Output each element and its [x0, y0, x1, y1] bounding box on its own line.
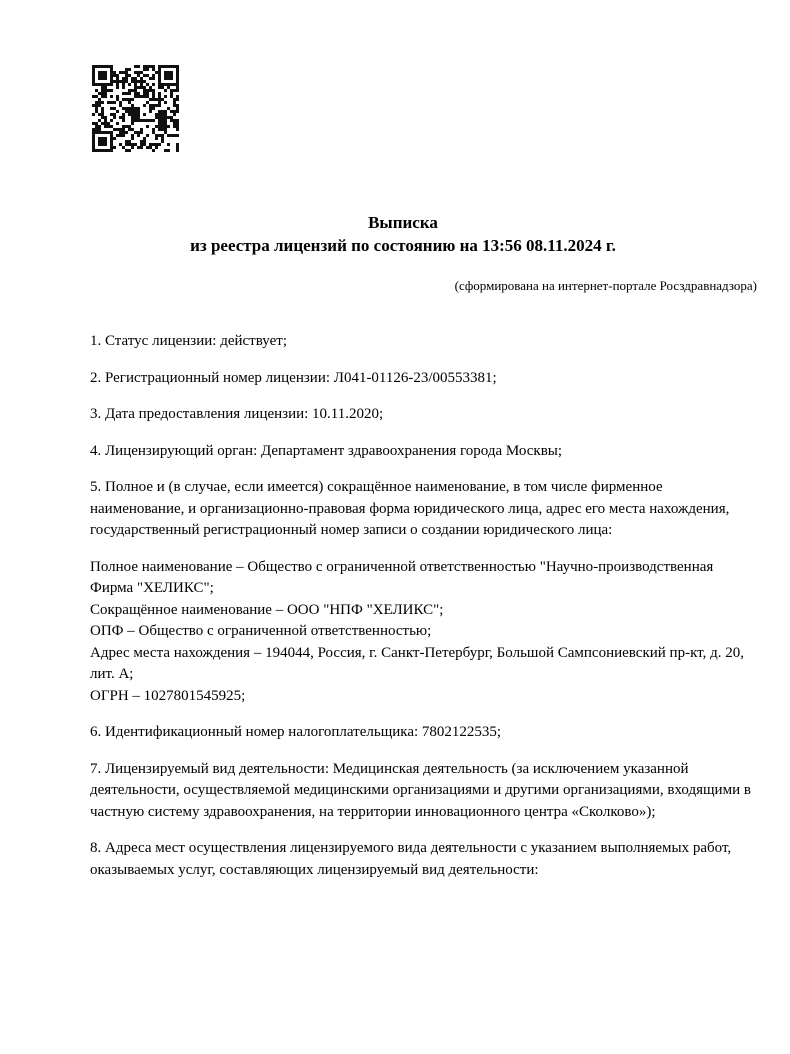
item-3-grant-date: 3. Дата предоставления лицензии: 10.11.2020;	[90, 406, 384, 422]
item-2-registration-number: 2. Регистрационный номер лицензии: Л041-01126-23/00553381;	[90, 369, 497, 386]
document-body	[90, 331, 752, 896]
item-7-licensed-activity: 7. Лицензируемый вид деятельности: Медицинская деятельность (за исключением указанной деятельности, осуществляемой медицинскими организациями и другими организациями, входящими в частную систему здравоохранения, на территории инновационного центра «Сколково»);	[90, 760, 751, 820]
title-line-2: из реестра лицензий по состоянию на 13:56 08.11.2024 г.	[190, 236, 616, 255]
legal-form-line: ОПФ – Общество с ограниченной ответственностью;	[90, 623, 432, 639]
title-line-1: Выписка	[368, 213, 438, 232]
address-line: Адрес места нахождения – 194044, Россия, г. Санкт-Петербург, Большой Сампсониевский пр-кт, д. 20, лит. А;	[90, 644, 744, 682]
document-title	[90, 211, 716, 257]
item-5-legal-entity-details	[90, 557, 752, 708]
full-name-line: Полное наименование – Общество с ограниченной ответственностью "Научно-производственная Фирма "ХЕЛИКС";	[90, 558, 714, 596]
qr-code	[92, 65, 179, 152]
item-1-license-status: 1. Статус лицензии: действует;	[90, 333, 287, 349]
document-subtitle: (сформирована на интернет-портале Росздравнадзора)	[454, 278, 757, 293]
item-5-legal-entity-heading: 5. Полное и (в случае, если имеется) сокращённое наименование, в том числе фирменное наименование, и организационно-правовая форма юридического лица, адрес его места нахождения, государственный регистрационный номер записи о создании юридического лица:	[90, 479, 730, 538]
item-8-activity-addresses-heading: 8. Адреса мест осуществления лицензируемого вида деятельности с указанием выполняемых работ, оказываемых услуг, составляющих лицензируемый вид деятельности:	[90, 840, 732, 878]
ogrn-line: ОГРН – 1027801545925;	[90, 687, 246, 704]
item-4-licensing-authority: 4. Лицензирующий орган: Департамент здравоохранения города Москвы;	[90, 442, 563, 459]
short-name-line: Сокращённое наименование – ООО "НПФ "ХЕЛИКС";	[90, 601, 444, 618]
item-6-taxpayer-number: 6. Идентификационный номер налогоплательщика: 7802122535;	[90, 724, 502, 740]
